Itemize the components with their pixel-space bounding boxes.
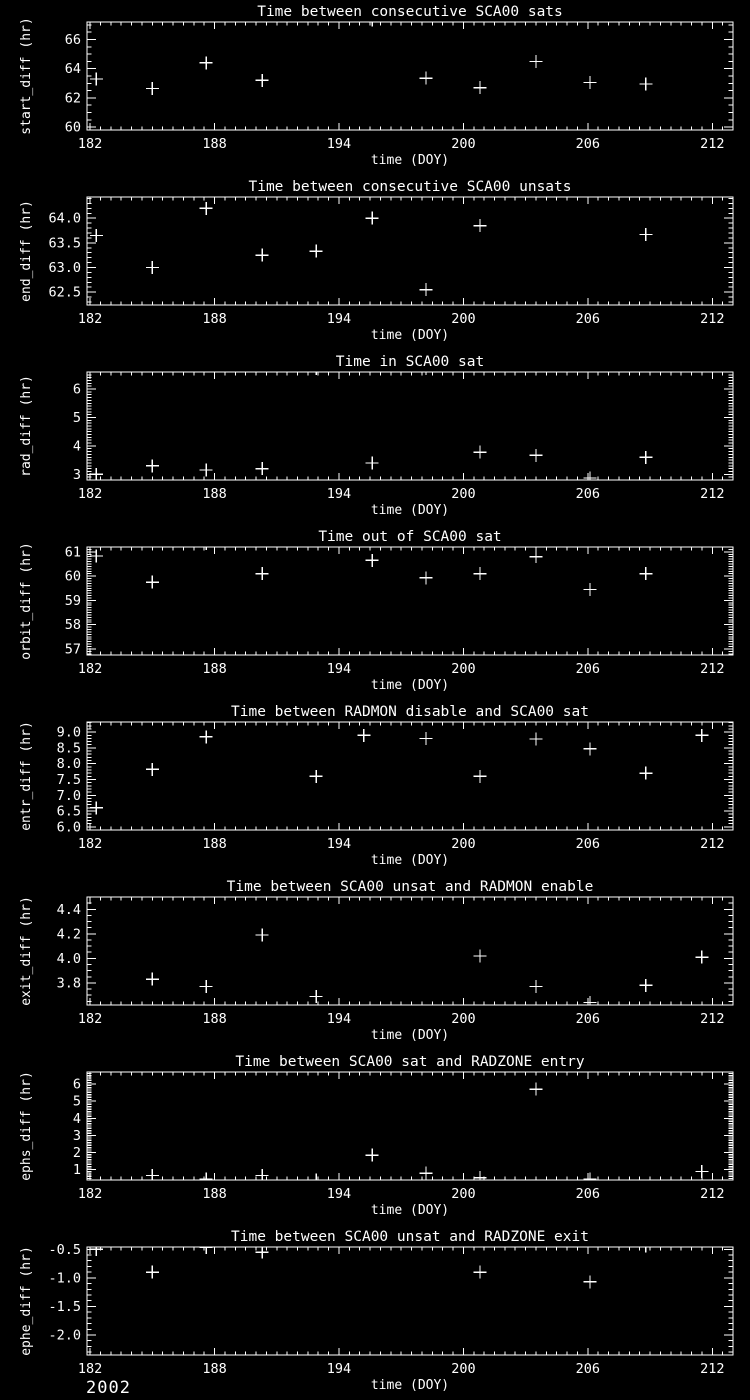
- y-axis-tick-label: 3: [72, 466, 81, 483]
- y-axis-tick-label: 6.5: [56, 803, 81, 820]
- x-axis-tick-label: 206: [575, 1011, 601, 1027]
- x-axis-tick-label: 206: [575, 136, 601, 152]
- y-axis-tick-label: 5: [72, 409, 81, 426]
- x-axis-tick-label: 194: [326, 1011, 352, 1027]
- x-axis-tick-label: 200: [451, 1186, 476, 1202]
- y-axis-tick-label: -2.0: [48, 1327, 81, 1344]
- x-axis-title: time (DOY): [370, 678, 450, 693]
- y-axis-title: rad_diff (hr): [19, 375, 34, 477]
- y-axis-tick-label: 6.0: [56, 819, 81, 836]
- chart-background: [0, 1225, 750, 1400]
- y-axis-tick-label: 61: [64, 544, 81, 561]
- y-axis-tick-label: 5: [72, 1093, 81, 1110]
- y-axis-tick-label: -1.5: [48, 1298, 81, 1315]
- x-axis-tick-label: 206: [575, 1186, 601, 1202]
- x-axis-tick-label: 182: [77, 661, 103, 677]
- x-axis-tick-label: 212: [700, 311, 725, 327]
- x-axis-tick-label: 206: [575, 311, 601, 327]
- x-axis-tick-label: 194: [326, 1361, 352, 1377]
- x-axis-tick-label: 200: [451, 1011, 476, 1027]
- x-axis-tick-label: 182: [77, 1186, 103, 1202]
- x-axis-tick-label: 200: [451, 486, 476, 502]
- chart-exit-diff: [0, 875, 750, 1050]
- y-axis-tick-label: 1: [72, 1162, 81, 1179]
- x-axis-tick-label: 188: [202, 486, 227, 502]
- x-axis-tick-label: 206: [575, 661, 601, 677]
- y-axis-tick-label: 57: [64, 641, 81, 658]
- x-axis-tick-label: 188: [202, 1361, 227, 1377]
- x-axis-tick-label: 194: [326, 311, 352, 327]
- y-axis-tick-label: 62.5: [48, 284, 81, 301]
- x-axis-tick-label: 212: [700, 1011, 725, 1027]
- x-axis-tick-label: 212: [700, 1186, 725, 1202]
- x-axis-tick-label: 206: [575, 836, 601, 852]
- x-axis-tick-label: 188: [202, 661, 227, 677]
- x-axis-title: time (DOY): [370, 328, 450, 343]
- y-axis-tick-label: 64.0: [48, 210, 81, 227]
- x-axis-tick-label: 200: [451, 136, 476, 152]
- x-axis-tick-label: 212: [700, 136, 725, 152]
- y-axis-tick-label: 4.4: [56, 901, 81, 918]
- y-axis-title: ephe_diff (hr): [19, 1246, 34, 1356]
- x-axis-title: time (DOY): [370, 503, 450, 518]
- y-axis-tick-label: 6: [72, 1076, 81, 1093]
- x-axis-title: time (DOY): [370, 1028, 450, 1043]
- chart-background: [0, 0, 750, 175]
- plot-title: Time between SCA00 unsat and RADZONE exit: [231, 1229, 589, 1245]
- y-axis-tick-label: 64: [64, 61, 81, 78]
- y-axis-tick-label: 63.0: [48, 260, 81, 277]
- x-axis-tick-label: 200: [451, 311, 476, 327]
- y-axis-tick-label: 6: [72, 381, 81, 398]
- chart-canvas: [0, 525, 750, 700]
- x-axis-tick-label: 182: [77, 311, 103, 327]
- x-axis-tick-label: 212: [700, 661, 725, 677]
- x-axis-tick-label: 188: [202, 836, 227, 852]
- chart-canvas: [0, 875, 750, 1050]
- x-axis-tick-label: 206: [575, 1361, 601, 1377]
- y-axis-tick-label: 60: [64, 568, 81, 585]
- y-axis-title: orbit_diff (hr): [19, 542, 34, 660]
- x-axis-tick-label: 188: [202, 1011, 227, 1027]
- chart-rad-diff: [0, 350, 750, 525]
- chart-background: [0, 175, 750, 350]
- x-axis-tick-label: 200: [451, 836, 476, 852]
- x-axis-tick-label: 194: [326, 661, 352, 677]
- x-axis-tick-label: 212: [700, 836, 725, 852]
- y-axis-tick-label: 59: [64, 592, 81, 609]
- chart-background: [0, 350, 750, 525]
- x-axis-tick-label: 206: [575, 486, 601, 502]
- y-axis-tick-label: -1.0: [48, 1270, 81, 1287]
- x-axis-tick-label: 182: [77, 1011, 103, 1027]
- plot-title: Time between RADMON disable and SCA00 sat: [231, 704, 589, 720]
- y-axis-tick-label: 3.8: [56, 975, 81, 992]
- x-axis-tick-label: 200: [451, 661, 476, 677]
- chart-background: [0, 1050, 750, 1225]
- plot-title: Time between consecutive SCA00 unsats: [248, 179, 572, 195]
- plot-title: Time between consecutive SCA00 sats: [257, 4, 563, 20]
- y-axis-tick-label: 4: [72, 438, 81, 455]
- x-axis-tick-label: 188: [202, 1186, 227, 1202]
- x-axis-tick-label: 182: [77, 1361, 103, 1377]
- y-axis-tick-label: 58: [64, 617, 81, 634]
- y-axis-tick-label: 4.2: [56, 926, 81, 943]
- y-axis-tick-label: 4.0: [56, 950, 81, 967]
- y-axis-tick-label: 3: [72, 1127, 81, 1144]
- plot-title: Time between SCA00 unsat and RADMON enable: [226, 879, 594, 895]
- chart-canvas: [0, 1050, 750, 1225]
- x-axis-tick-label: 194: [326, 486, 352, 502]
- y-axis-tick-label: 60: [64, 119, 81, 136]
- chart-canvas: [0, 175, 750, 350]
- y-axis-title: entr_diff (hr): [19, 721, 34, 831]
- y-axis-title: end_diff (hr): [19, 200, 34, 302]
- x-axis-tick-label: 194: [326, 1186, 352, 1202]
- x-axis-title: time (DOY): [370, 153, 450, 168]
- year-label: 2002: [86, 1378, 131, 1398]
- x-axis-tick-label: 182: [77, 486, 103, 502]
- y-axis-tick-label: 8.0: [56, 756, 81, 773]
- x-axis-tick-label: 194: [326, 136, 352, 152]
- y-axis-title: ephs_diff (hr): [19, 1071, 34, 1181]
- y-axis-tick-label: 66: [64, 32, 81, 49]
- plot-title: Time in SCA00 sat: [335, 354, 485, 370]
- chart-start-diff: [0, 0, 750, 175]
- chart-canvas: [0, 350, 750, 525]
- y-axis-tick-label: 8.5: [56, 740, 81, 757]
- x-axis-title: time (DOY): [370, 853, 450, 868]
- x-axis-title: time (DOY): [370, 1203, 450, 1218]
- x-axis-title: time (DOY): [370, 1378, 450, 1393]
- y-axis-title: exit_diff (hr): [19, 896, 34, 1006]
- chart-ephe-diff: [0, 1225, 750, 1400]
- chart-background: [0, 525, 750, 700]
- chart-canvas: [0, 1225, 750, 1400]
- chart-ephs-diff: [0, 1050, 750, 1225]
- y-axis-tick-label: 7.5: [56, 771, 81, 788]
- plot-title: Time out of SCA00 sat: [318, 529, 502, 545]
- chart-orbit-diff: [0, 525, 750, 700]
- y-axis-tick-label: 4: [72, 1110, 81, 1127]
- x-axis-tick-label: 200: [451, 1361, 476, 1377]
- chart-canvas: [0, 700, 750, 875]
- x-axis-tick-label: 188: [202, 136, 227, 152]
- x-axis-tick-label: 212: [700, 486, 725, 502]
- x-axis-tick-label: 182: [77, 136, 103, 152]
- chart-end-diff: [0, 175, 750, 350]
- y-axis-tick-label: 7.0: [56, 787, 81, 804]
- y-axis-tick-label: 62: [64, 90, 81, 107]
- x-axis-tick-label: 212: [700, 1361, 725, 1377]
- y-axis-tick-label: -0.5: [48, 1241, 81, 1258]
- plot-title: Time between SCA00 sat and RADZONE entry: [235, 1054, 585, 1070]
- chart-entr-diff: [0, 700, 750, 875]
- chart-canvas: [0, 0, 750, 175]
- x-axis-tick-label: 182: [77, 836, 103, 852]
- chart-background: [0, 700, 750, 875]
- y-axis-tick-label: 9.0: [56, 724, 81, 741]
- x-axis-tick-label: 188: [202, 311, 227, 327]
- x-axis-tick-label: 194: [326, 836, 352, 852]
- y-axis-title: start_diff (hr): [19, 17, 34, 135]
- y-axis-tick-label: 2: [72, 1145, 81, 1162]
- chart-background: [0, 875, 750, 1050]
- y-axis-tick-label: 63.5: [48, 235, 81, 252]
